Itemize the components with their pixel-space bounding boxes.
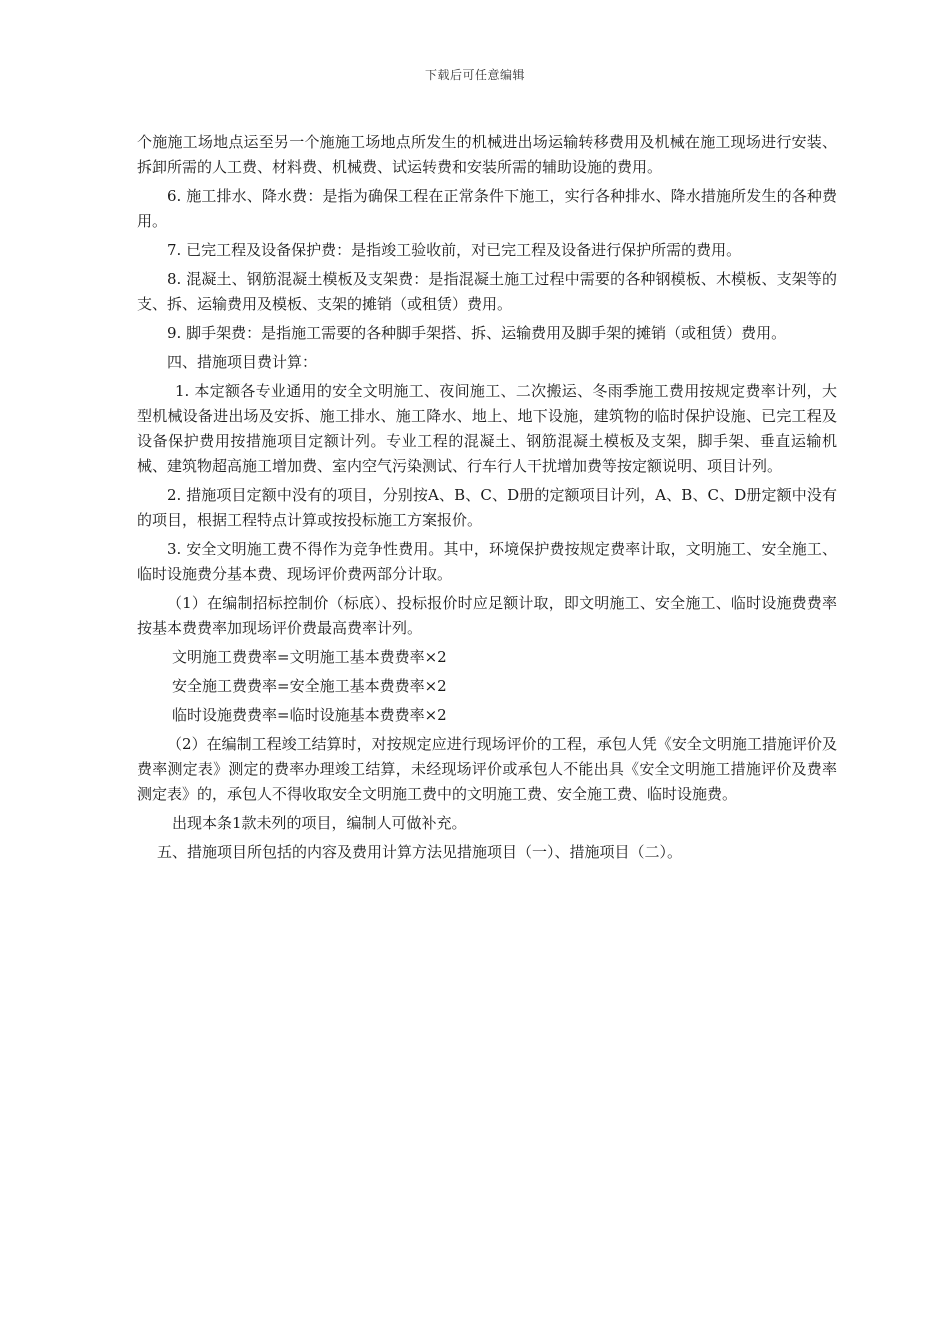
document-body bbox=[137, 130, 837, 869]
paragraph-machine-transport: 个施施工场地点运至另一个施施工场地点所发生的机械进出场运输转移费用及机械在施工现场进行安装、拆卸所需的人工费、材料费、机械费、试运转费和安装所需的辅助设施的费用。 bbox=[137, 133, 837, 176]
paragraph-calc-1: 1. 本定额各专业通用的安全文明施工、夜间施工、二次搬运、冬雨季施工费用按规定费率计列，大型机械设备进出场及安拆、施工排水、施工降水、地上、地下设施，建筑物的临时保护设施、已完工程及设备保护费用按措施项目定额计列。专业工程的混凝土、钢筋混凝土模板及支架，脚手架、垂直运输机械、建筑物超高施工增加费、室内空气污染测试、行车行人干扰增加费等按定额说明、项目计列。 bbox=[137, 382, 837, 475]
formula-temporary: 临时设施费费率=临时设施基本费费率×2 bbox=[172, 706, 447, 724]
paragraph-item-7: 7. 已完工程及设备保护费：是指竣工验收前，对已完工程及设备进行保护所需的费用。 bbox=[167, 241, 742, 259]
page-header: 下载后可任意编辑 bbox=[424, 68, 525, 82]
paragraph-calc-3: 3. 安全文明施工费不得作为竞争性费用。其中，环境保护费按规定费率计取，文明施工、安全施工、临时设施费分基本费、现场评价费两部分计取。 bbox=[137, 540, 837, 583]
paragraph-calc-3-1: （1）在编制招标控制价（标底）、投标报价时应足额计取，即文明施工、安全施工、临时设施费费率按基本费费率加现场评价费最高费率计列。 bbox=[137, 594, 837, 637]
paragraph-calc-2: 2. 措施项目定额中没有的项目，分别按A、B、C、D册的定额项目计列，A、B、C、D册定额中没有的项目，根据工程特点计算或按投标施工方案报价。 bbox=[137, 486, 837, 529]
formula-civilized: 文明施工费费率=文明施工基本费费率×2 bbox=[172, 648, 447, 666]
section-heading-5: 五、措施项目所包括的内容及费用计算方法见措施项目（一）、措施项目（二）。 bbox=[157, 843, 683, 861]
paragraph-item-8: 8. 混凝土、钢筋混凝土模板及支架费：是指混凝土施工过程中需要的各种钢模板、木模板、支架等的支、拆、运输费用及模板、支架的摊销（或租赁）费用。 bbox=[137, 270, 837, 313]
section-heading-4: 四、措施项目费计算： bbox=[167, 353, 318, 371]
formula-safety: 安全施工费费率=安全施工基本费费率×2 bbox=[172, 677, 447, 695]
paragraph-item-6: 6. 施工排水、降水费：是指为确保工程在正常条件下施工，实行各种排水、降水措施所发生的各种费用。 bbox=[137, 187, 837, 230]
paragraph-item-9: 9. 脚手架费：是指施工需要的各种脚手架搭、拆、运输费用及脚手架的摊销（或租赁）费用。 bbox=[167, 324, 787, 342]
paragraph-calc-3-2: （2）在编制工程竣工结算时，对按规定应进行现场评价的工程，承包人凭《安全文明施工措施评价及费率测定表》测定的费率办理竣工结算，未经现场评价或承包人不能出具《安全文明施工措施评价及费率测定表》的，承包人不得收取安全文明施工费中的文明施工费、安全施工费、临时设施费。 bbox=[137, 735, 837, 803]
paragraph-supplement: 出现本条1款未列的项目，编制人可做补充。 bbox=[172, 814, 467, 832]
